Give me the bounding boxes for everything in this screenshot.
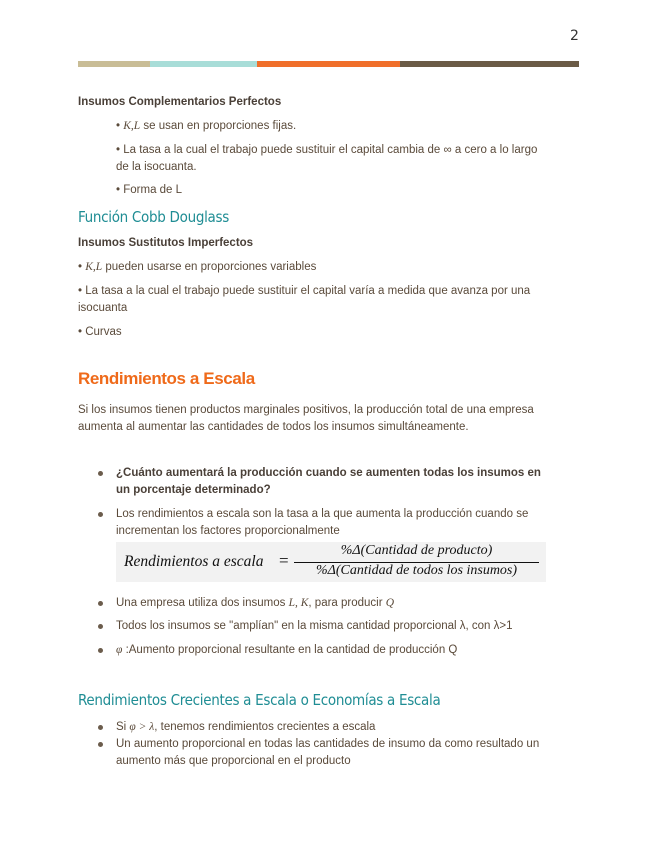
bullet-icon [98,624,103,629]
bullet-icon [98,725,103,730]
formula-box [116,542,546,582]
list-item: Si φ > λ, tenemos rendimientos crecientes a escala [116,721,376,733]
formula-numerator: %Δ(Cantidad de producto) [340,543,493,558]
decorative-stripe-1 [78,61,150,67]
bullet-icon [98,601,103,606]
list-item: • Curvas [78,326,122,338]
formula-equals: = [279,551,289,570]
definition-line: incrementan los factores proporcionalmente [116,525,340,537]
list-item: φ :Aumento proporcional resultante en la cantidad de producción Q [116,644,458,656]
decorative-stripe-3 [257,61,400,67]
subheading-sustitutos: Insumos Sustitutos Imperfectos [78,237,254,249]
list-item: • La tasa a la cual el trabajo puede sustituir el capital cambia de ∞ a cero a lo largo [116,144,538,156]
math-vars: K,L [85,261,103,273]
list-item: • Forma de L [116,184,183,196]
section-heading-crecientes: Rendimientos Crecientes a Escala o Economías a Escala [78,691,441,709]
section-heading-cobb-douglass: Función Cobb Douglass [78,208,229,226]
page-number: 2 [570,28,579,44]
list-item: • La tasa a la cual el trabajo puede sustituir el capital varía a medida que avanza por una [78,285,531,297]
paragraph-line: Si los insumos tienen productos marginales positivos, la producción total de una empresa [78,404,534,416]
phi-symbol: φ [116,644,123,656]
list-item: • K,L pueden usarse en proporciones variables [78,261,317,273]
section-heading-rendimientos: Rendimientos a Escala [78,369,255,388]
bullet-icon [98,742,103,747]
question-line: un porcentaje determinado? [116,484,271,496]
question-line: ¿Cuánto aumentará la producción cuando se aumenten todas los insumos en [116,467,541,479]
bullet-icon [98,648,103,653]
paragraph-line: aumenta al aumentar las cantidades de todos los insumos simultáneamente. [78,421,469,433]
list-item: • K,L se usan en proporciones fijas. [116,120,297,132]
list-item-continuation: de la isocuanta. [116,161,197,173]
math-vars: K,L [123,120,141,132]
definition-line: Los rendimientos a escala son la tasa a la que aumenta la producción cuando se [116,508,529,520]
formula-lhs: Rendimientos a escala [124,553,264,570]
bullet-icon [98,512,103,517]
section-heading-complementarios: Insumos Complementarios Perfectos [78,96,282,108]
math-condition: φ > λ [129,721,155,733]
decorative-stripe-4 [400,61,579,67]
bullet-icon [98,471,103,476]
list-item-continuation: isocuanta [78,302,128,314]
list-item-continuation: aumento más que proporcional en el producto [116,755,351,767]
decorative-stripe-2 [150,61,257,67]
list-item: Todos los insumos se "amplían" en la misma cantidad proporcional λ, con λ>1 [116,620,513,632]
list-item: Una empresa utiliza dos insumos L, K, para producir Q [116,597,395,609]
list-item: Un aumento proporcional en todas las cantidades de insumo da como resultado un [116,738,540,750]
formula-denominator: %Δ(Cantidad de todos los insumos) [315,563,518,578]
math-vars: L, K [288,597,309,609]
math-var-q: Q [385,597,395,609]
